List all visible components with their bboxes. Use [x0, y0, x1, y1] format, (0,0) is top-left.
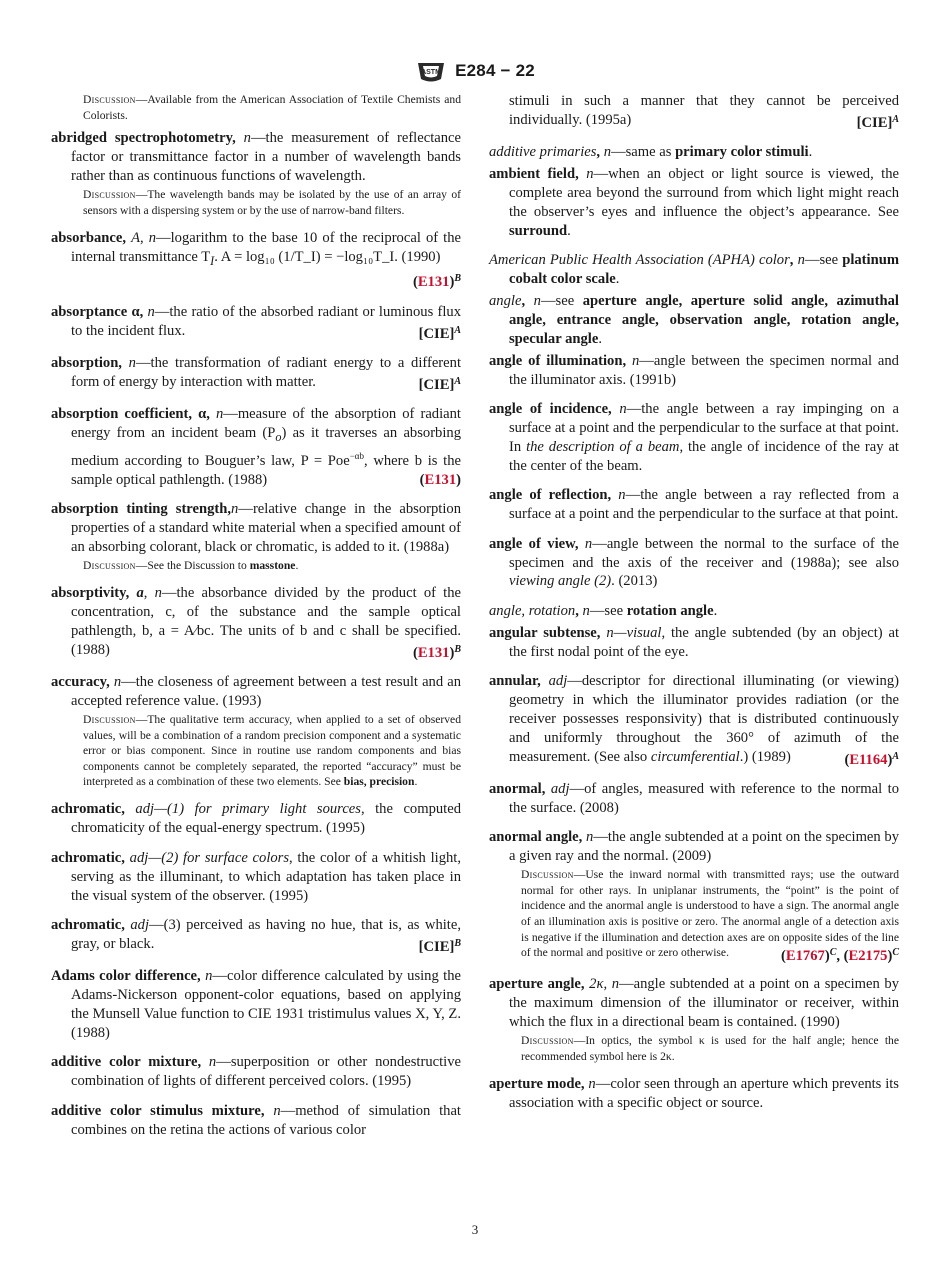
glossary-entry: accuracy, n—the closeness of agreement between a test result and an accepted reference value. (1993) Discussion—The qualitative term accuracy, when applied to a set of observed values, will be a combination of a random precision component and a systematic error or bias component. Since in routine use random components and bias components cannot be completely separated, the reported “accuracy” must be interpreted as a combination of these two elements. See bias, precision. — [51, 674, 461, 789]
glossary-entry: additive primaries, n—same as primary color stimuli. — [489, 144, 813, 161]
entry-term: annular, — [489, 673, 541, 690]
glossary-entry: angle of reflection, n—the angle between a ray reflected from a surface at a point and the perpendicular to the surface at that point. — [489, 487, 900, 523]
entry-term: absorptance α, — [51, 303, 144, 320]
entry-term: ambient field, — [489, 166, 579, 183]
entry-term: additive color mixture, — [51, 1054, 202, 1071]
entry-term: angle — [489, 293, 522, 310]
reference-link[interactable]: E131 — [417, 644, 450, 661]
standard-designation: E284 − 22 — [455, 61, 535, 80]
reference-link[interactable]: E131 — [417, 274, 450, 291]
page-number: 3 — [471, 1222, 479, 1237]
glossary-entry: angle, n—see aperture angle, aperture solid angle, azimuthal angle, entrance angle, observation angle, rotation angle, specular angle. — [489, 293, 899, 347]
glossary-entry: anormal angle, n—the angle subtended at a point on the specimen by a given ray and the normal. (2009) Discussion—Use the inward normal with transmitted rays; use the outward normal for other rays. In uniplanar instruments, the “point” is the point of incidence and the anormal angle is understood to have a sign. The anormal angle of an illumination axis is positive or zero. The anormal angle of a detection axis is negative if the illumination and detection axes are on opposite sides of the line of the normal and positive or zero otherwise. $(E1767)^C$, $(E2175)^C$ — [489, 829, 899, 965]
entry-term: angle of reflection, — [489, 487, 612, 504]
entry-term: abridged spectrophotometry, — [51, 130, 236, 147]
svg-text:ASTM: ASTM — [421, 69, 442, 76]
discussion-note: Discussion—The wavelength bands may be isolated by the use of an array of sensors with a dispersing system or by the use of narrow-band filters. — [83, 187, 461, 217]
entry-term: aperture angle, — [489, 976, 585, 993]
glossary-entry: additive color stimulus mixture, n—method of simulation that combines on the retina the actions of various color — [51, 1102, 461, 1138]
entry-term: accuracy, — [51, 674, 110, 691]
glossary-entry: achromatic, adj—(2) for surface colors, the color of a whitish light, serving as the illuminant, to which adaptation has taken place in the visual system of the observer. (1995) — [51, 849, 461, 904]
entry-term: absorption coefficient, α, — [51, 406, 210, 423]
entry-term: additive primaries — [489, 144, 597, 161]
glossary-entry: angle of incidence, n—the angle between a ray impinging on a surface at a point and the perpendicular to the surface at that point. In the description of a beam, the angle of incidence of the ray at the center of the beam. — [489, 401, 899, 474]
entry-term: additive color stimulus mixture, — [51, 1102, 265, 1119]
glossary-entry: abridged spectrophotometry, n—the measurement of reflectance factor or transmittance factor in a number of wavelength bands rather than as continuous functions of wavelength. Discussion—The wavelength bands may be isolated by the use of an array of sensors with a dispersing system or by the use of narrow-band filters. — [51, 130, 461, 217]
glossary-entry: achromatic, adj—(3) perceived as having no hue, that is, as white, gray, or black. [CIE]$^B$ — [51, 916, 461, 955]
glossary-entry: achromatic, adj—(1) for primary light sources, the computed chromaticity of the equal-energy spectrum. (1995) — [51, 801, 461, 837]
glossary-entry: aperture mode, n—color seen through an aperture which prevents its association with a specific object or source. — [489, 1075, 899, 1111]
right-column — [489, 92, 899, 1123]
reference-link[interactable]: E1164 — [849, 751, 888, 768]
discussion-note: Discussion—See the Discussion to masstone. — [83, 558, 299, 572]
entry-term: absorbance, — [51, 229, 126, 246]
entry-term: achromatic, — [51, 849, 125, 866]
discussion-note: Discussion—In optics, the symbol κ is used for the half angle; hence the recommended symbol here is 2κ. — [521, 1034, 899, 1063]
entry-term: angle, rotation — [489, 602, 576, 619]
entry-term: achromatic, — [51, 916, 125, 933]
discussion-note: Discussion—Available from the American Association of Textile Chemists and Colorists. — [83, 93, 461, 122]
reference-link[interactable]: E2175 — [848, 948, 888, 965]
entry-term: anormal, — [489, 781, 546, 798]
entry-term: absorption, — [51, 355, 122, 372]
entry-term: aperture mode, — [489, 1075, 585, 1092]
glossary-entry: angle of view, n—angle between the normal to the surface of the specimen and the axis of the receiver and (1988a); see also viewing angle (2). (2013) — [489, 535, 899, 590]
glossary-entry: absorption tinting strength,n—relative change in the absorption properties of a standard white material when a specified amount of an absorbing colorant, black or chromatic, is added to it. (1988a) Discussion—See the Discussion to masstone. — [51, 501, 462, 572]
glossary-entry: absorptance α, n—the ratio of the absorbed radiant or luminous flux to the incident flux. [CIE]$^A$ — [51, 303, 461, 342]
glossary-entry: absorptivity, a, n—the absorbance divided by the product of the concentration, c, of the substance and the sample optical pathlength, b, a = A⁄bc. The units of b and c shall be specified. (1988) $(E131)^B$ — [51, 585, 461, 661]
entry-term: anormal angle, — [489, 829, 583, 846]
entry-term: absorption tinting strength, — [51, 501, 232, 518]
entry-term: American Public Health Association (APHA) color — [489, 252, 790, 269]
glossary-entry: American Public Health Association (APHA) color, n—see platinum cobalt color scale. — [489, 252, 899, 288]
glossary-entry: angle of illumination, n—angle between the specimen normal and the illuminator axis. (1991b) — [489, 352, 899, 388]
entry-term: angle of view, — [489, 535, 579, 552]
glossary-entry-continuation: stimuli in such a manner that they cannot be perceived individually. (1995a) [CIE]$^A$ — [509, 93, 899, 131]
entry-term: achromatic, — [51, 801, 125, 818]
reference-link[interactable]: E1767 — [785, 948, 825, 965]
entry-term: absorptivity, — [51, 585, 130, 602]
discussion-note: Discussion—The qualitative term accuracy, when applied to a set of observed values, will be a combination of a random precision component and a systematic error or bias component. Since in routine use random components and bias components cannot be completely separated, the reported “accuracy” must be interpreted as a combination of these two elements. See bias, precision. — [83, 712, 461, 789]
glossary-entry: annular, adj—descriptor for directional illuminating (or viewing) geometry in which the illuminator provides radiation (or the receiver possesses responsivity) that is distributed continuously and uniformly throughout the 360° of azimuth of the measurement. (See also circumferential.) (1989) $(E1164)^A$ — [489, 673, 899, 768]
entry-term: angle of incidence, — [489, 401, 612, 418]
glossary-entry: Adams color difference, n—color difference calculated by using the Adams-Nickerson opponent-color equations, based on applying the Munsell Value function to CIE 1931 tristimulus values X, Y, Z. (1988) — [51, 968, 461, 1042]
entry-term: Adams color difference, — [51, 968, 201, 985]
entry-term: angular subtense, — [489, 624, 601, 641]
discussion-note: Discussion—Use the inward normal with transmitted rays; use the outward normal for other rays. In uniplanar instruments, the “point” is the point of incidence and the anormal angle is understood to have a sign. The anormal angle of an illumination axis is positive or zero. The anormal angle of a detection axis is negative if the illumination and detection axes are on opposite sides of the line of the normal and positive or zero otherwise. $(E1767)^C$, $(E2175)^C$ — [521, 868, 899, 965]
glossary-entry: absorption, n—the transformation of radiant energy to a different form of energy by interaction with matter. [CIE]$^A$ — [51, 355, 461, 393]
glossary-entry: ambient field, n—when an object or light source is viewed, the complete area beyond the surround from which light might reach the observer’s eyes and influence the object’s appearance. See surround. — [489, 166, 899, 239]
reference-link[interactable]: E131 — [424, 471, 457, 488]
glossary-entry: additive color mixture, n—superposition or other nondestructive combination of lights of different perceived colors. (1995) — [51, 1054, 461, 1090]
astm-logo-icon — [415, 57, 447, 85]
glossary-entry: anormal, adj—of angles, measured with reference to the normal to the surface. (2008) — [489, 781, 899, 816]
entry-term: angle of illumination, — [489, 352, 627, 369]
glossary-entry: absorbance, A, n—logarithm to the base 10 of the reciprocal of the internal transmittance $T_I$. A = log₁₀ (1/T_I) = −log₁₀T_I. (1990) $(E131)^B$ — [51, 229, 461, 291]
glossary-entry: absorption coefficient, α, n—measure of the absorption of radiant energy from an incident beam $(P_o)$ as it traverses an absorbing medium according to Bouguer’s law, P = Poe$^{-\alpha b}$, where b is the sample optical pathlength. (1988) (E131) — [51, 406, 461, 488]
left-column — [51, 92, 461, 1150]
glossary-entry: angular subtense, n—visual, the angle subtended (by an object) at the first nodal point of the eye. — [489, 624, 900, 660]
page-header — [0, 56, 950, 86]
glossary-entry: aperture angle, 2κ, n—angle subtended at a point on a specimen by the maximum dimension of the illuminator or receiver, within which the flux in a directional beam is contained. (1990) Discussion—In optics, the symbol κ is used for the half angle; hence the recommended symbol here is 2κ. — [489, 976, 900, 1063]
glossary-entry: angle, rotation, n—see rotation angle. — [489, 602, 718, 619]
